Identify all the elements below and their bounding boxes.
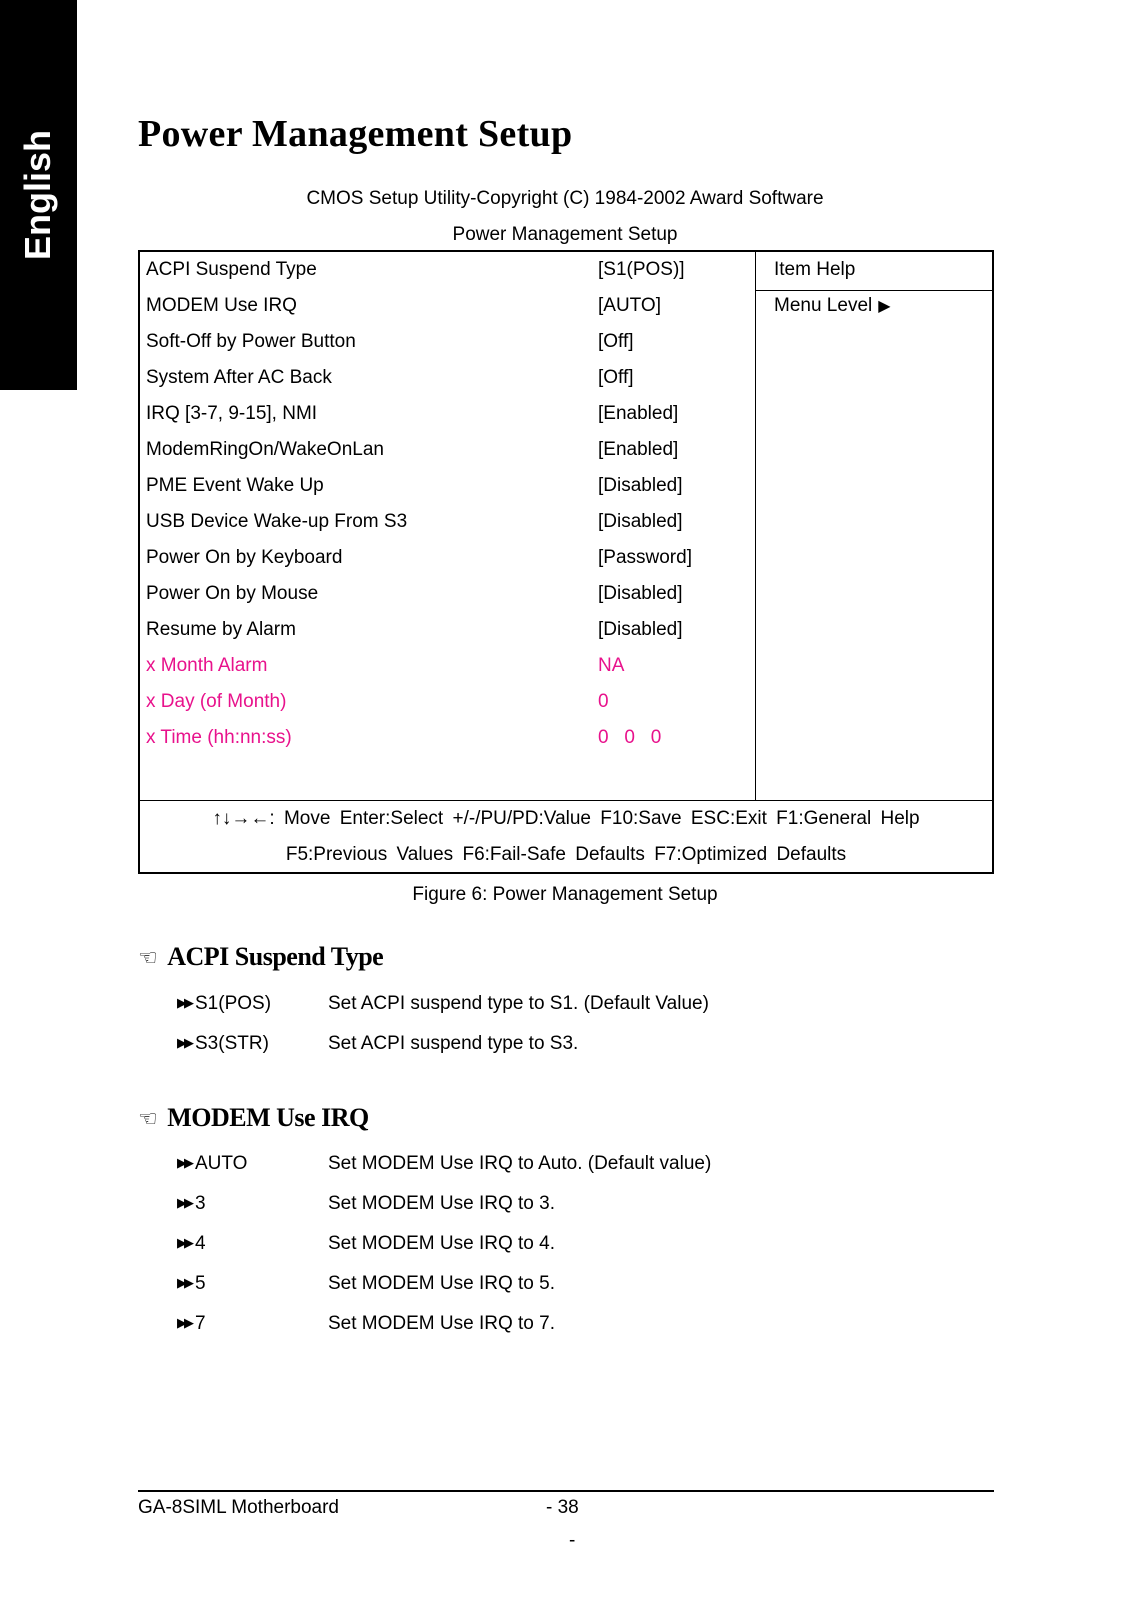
- setting-row-acpi-suspend-type[interactable]: [146, 252, 746, 288]
- double-arrow-icon: ▶▶: [177, 1155, 191, 1170]
- pointing-hand-icon: ☜: [138, 1106, 158, 1131]
- setting-value[interactable]: [AUTO]: [598, 295, 661, 316]
- option-description: Set ACPI suspend type to S1. (Default Value): [328, 993, 709, 1014]
- setting-row-month-alarm: [146, 648, 746, 684]
- setting-label: x Month Alarm: [146, 655, 268, 676]
- setting-value[interactable]: [Password]: [598, 547, 692, 568]
- divider: [755, 252, 756, 800]
- section-heading-acpi-suspend-type: [138, 942, 383, 972]
- option-row: [177, 1233, 555, 1255]
- setting-value: 0: [598, 691, 609, 712]
- language-tab-label: English: [17, 129, 58, 261]
- screen-title: Power Management Setup: [452, 224, 678, 245]
- option-description: Set ACPI suspend type to S3.: [328, 1033, 579, 1054]
- setting-label: Power On by Keyboard: [146, 547, 343, 568]
- double-arrow-icon: ▶▶: [177, 1275, 191, 1290]
- section-heading-modem-use-irq: [138, 1103, 369, 1133]
- double-arrow-icon: ▶▶: [177, 1035, 191, 1050]
- setting-label: x Time (hh:nn:ss): [146, 727, 292, 748]
- item-help-title: Item Help: [774, 259, 856, 280]
- option-description: Set MODEM Use IRQ to 4.: [328, 1233, 555, 1254]
- setting-value[interactable]: [Enabled]: [598, 403, 679, 424]
- page-number: - 38: [546, 1497, 579, 1518]
- section-title: MODEM Use IRQ: [167, 1103, 369, 1132]
- key-help-line-1: ↑↓→←: Move Enter:Select +/-/PU/PD:Value F10:Save ESC:Exit F1:General Help: [212, 808, 920, 829]
- double-arrow-icon: ▶▶: [177, 1195, 191, 1210]
- setting-label: MODEM Use IRQ: [146, 295, 297, 316]
- option-name: 7: [195, 1313, 206, 1334]
- setting-label: Power On by Mouse: [146, 583, 319, 604]
- setting-row-system-after-ac-back[interactable]: [146, 360, 746, 396]
- setting-label: Resume by Alarm: [146, 619, 296, 640]
- footer-rule: [138, 1490, 994, 1492]
- option-name: 4: [195, 1233, 206, 1254]
- setting-value: 0 0 0: [598, 727, 662, 748]
- option-description: Set MODEM Use IRQ to 5.: [328, 1273, 555, 1294]
- setting-row-power-on-mouse[interactable]: [146, 576, 746, 612]
- option-row: [177, 1153, 712, 1175]
- menu-level: [774, 295, 891, 317]
- setting-value[interactable]: [Disabled]: [598, 475, 683, 496]
- option-name: AUTO: [195, 1153, 248, 1174]
- setting-row-day-of-month: [146, 684, 746, 720]
- setting-value[interactable]: [S1(POS)]: [598, 259, 685, 280]
- setting-value[interactable]: [Enabled]: [598, 439, 679, 460]
- option-name: S3(STR): [195, 1033, 269, 1054]
- divider: [140, 800, 992, 801]
- option-name: 5: [195, 1273, 206, 1294]
- section-title: ACPI Suspend Type: [167, 942, 384, 971]
- setting-label: System After AC Back: [146, 367, 332, 388]
- option-row: [177, 1313, 555, 1335]
- setting-value[interactable]: [Disabled]: [598, 583, 683, 604]
- figure-caption: Figure 6: Power Management Setup: [412, 884, 718, 905]
- option-description: Set MODEM Use IRQ to 7.: [328, 1313, 555, 1334]
- setting-label: USB Device Wake-up From S3: [146, 511, 408, 532]
- setting-value[interactable]: [Disabled]: [598, 511, 683, 532]
- setting-label: ACPI Suspend Type: [146, 259, 317, 280]
- setting-label: x Day (of Month): [146, 691, 287, 712]
- option-row: [177, 1033, 579, 1055]
- menu-level-label: Menu Level: [774, 295, 873, 316]
- setting-value[interactable]: [Off]: [598, 367, 634, 388]
- option-row: [177, 993, 709, 1015]
- option-row: [177, 1193, 555, 1215]
- setting-label: Soft-Off by Power Button: [146, 331, 356, 352]
- double-arrow-icon: ▶▶: [177, 1235, 191, 1250]
- divider: [755, 290, 992, 291]
- page-dash: -: [569, 1530, 576, 1551]
- option-description: Set MODEM Use IRQ to 3.: [328, 1193, 555, 1214]
- setting-row-resume-by-alarm[interactable]: [146, 612, 746, 648]
- bios-screen: [138, 250, 994, 874]
- setting-value[interactable]: [Disabled]: [598, 619, 683, 640]
- option-row: [177, 1273, 555, 1295]
- setting-row-usb-wakeup[interactable]: [146, 504, 746, 540]
- setting-value[interactable]: [Off]: [598, 331, 634, 352]
- key-help-line-2: F5:Previous Values F6:Fail-Safe Defaults F7:Optimized Defaults: [285, 844, 847, 865]
- setting-row-time: [146, 720, 746, 756]
- page-title: Power Management Setup: [138, 113, 573, 155]
- setting-value: NA: [598, 655, 625, 676]
- setting-row-modem-ring-on[interactable]: [146, 432, 746, 468]
- double-arrow-icon: ▶▶: [177, 1315, 191, 1330]
- setting-label: ModemRingOn/WakeOnLan: [146, 439, 384, 460]
- option-description: Set MODEM Use IRQ to Auto. (Default value): [328, 1153, 712, 1174]
- double-arrow-icon: ▶▶: [177, 995, 191, 1010]
- setting-row-irq-nmi[interactable]: [146, 396, 746, 432]
- setting-row-power-on-keyboard[interactable]: [146, 540, 746, 576]
- option-name: S1(POS): [195, 993, 272, 1014]
- utility-header: CMOS Setup Utility-Copyright (C) 1984-2002 Award Software: [306, 188, 824, 209]
- setting-label: PME Event Wake Up: [146, 475, 324, 496]
- product-name: GA-8SIML Motherboard: [138, 1497, 339, 1518]
- setting-row-pme-event[interactable]: [146, 468, 746, 504]
- setting-row-modem-use-irq[interactable]: [146, 288, 746, 324]
- option-name: 3: [195, 1193, 206, 1214]
- pointing-hand-icon: ☜: [138, 945, 158, 970]
- setting-row-soft-off[interactable]: [146, 324, 746, 360]
- setting-label: IRQ [3-7, 9-15], NMI: [146, 403, 318, 424]
- right-triangle-icon: ▶: [878, 298, 891, 315]
